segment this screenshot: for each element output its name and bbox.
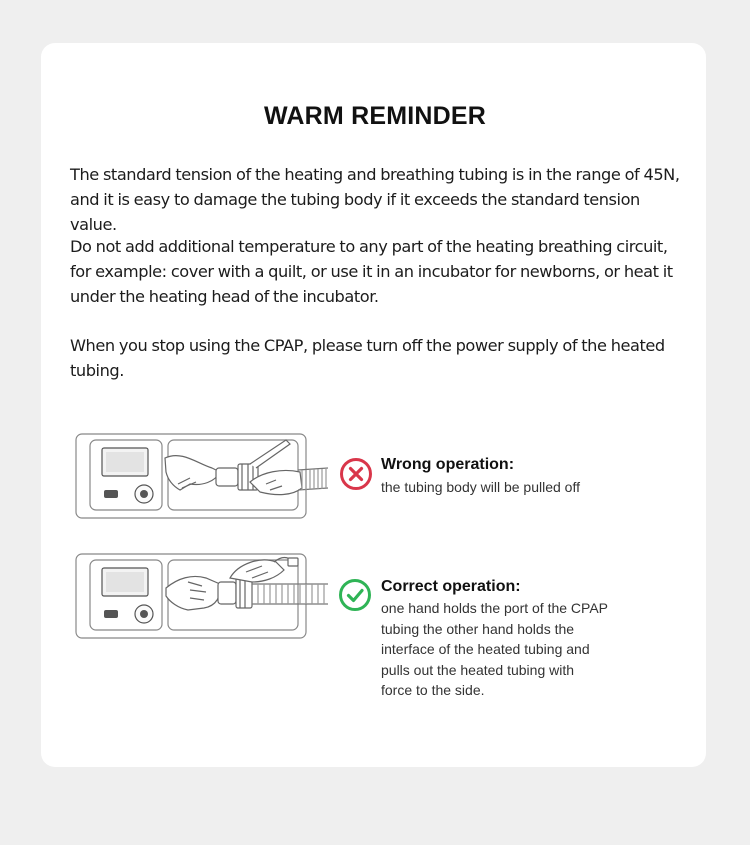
wrong-operation-heading: Wrong operation:	[381, 456, 515, 473]
description-line: interface of the heated tubing and	[381, 641, 590, 657]
wrong-operation-description	[381, 477, 580, 498]
page-title: WARM REMINDER	[263, 102, 487, 130]
description-line: pulls out the heated tubing with	[381, 661, 575, 678]
paragraph-temperature: Do not add additional temperature to any part of the heating breathing circuit, for example: cover with a quilt, or use it in an incubator for newborns, or heat it under the heating head of the incubator.	[70, 237, 673, 306]
description-line: the tubing body will be pulled off	[381, 479, 580, 495]
correct-operation-heading: Correct operation:	[381, 578, 521, 595]
paragraph-power: When you stop using the CPAP, please turn off the power supply of the heated tubing.	[70, 336, 665, 380]
wrong-operation-illustration	[70, 428, 330, 524]
paragraph-tension: The standard tension of the heating and breathing tubing is in the range of 45N, and it is easy to damage the tubing body if it exceeds the standard tension value.	[70, 165, 680, 234]
cross-circle-icon	[339, 457, 373, 491]
check-circle-icon	[338, 578, 372, 612]
correct-operation-description	[381, 598, 641, 701]
description-line: one hand holds the port of the CPAP	[381, 600, 609, 616]
correct-operation-illustration	[70, 548, 330, 644]
description-line: force to the side.	[381, 682, 485, 698]
description-line: tubing the other hand holds the	[381, 620, 575, 637]
